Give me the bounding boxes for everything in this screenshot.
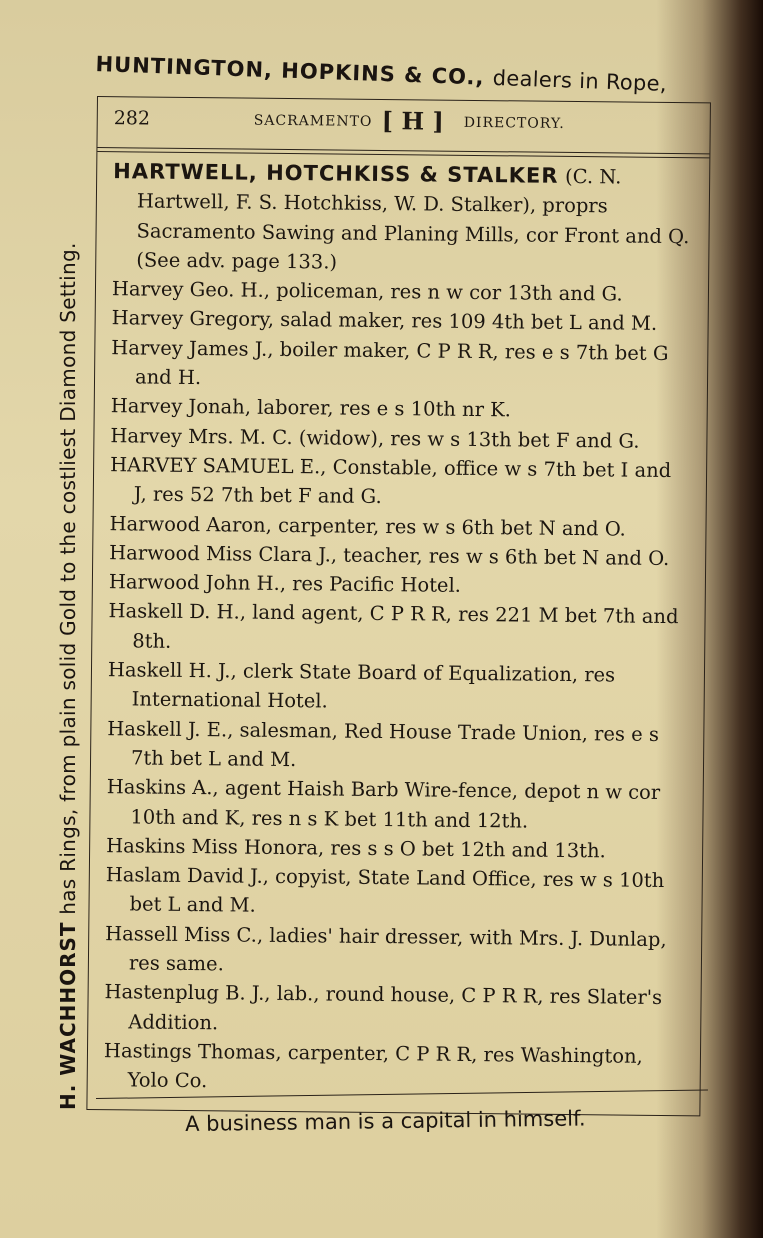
directory-entry: Harvey Geo. H., policeman, res n w cor 13th and G.	[111, 277, 623, 306]
directory-entry: Harwood Miss Clara J., teacher, res w s 6th bet N and O.	[109, 541, 670, 570]
directory-entries	[104, 157, 694, 1101]
directory-entry: Haskell J. E., salesman, Red House Trade Union, res e s 7th bet L and M.	[107, 716, 660, 772]
text-frame	[86, 96, 711, 1116]
directory-entry: Haskins Miss Honora, res s s O bet 12th and 13th.	[106, 833, 606, 863]
directory-entry: Harwood Aaron, carpenter, res w s 6th bet N and O.	[109, 511, 626, 541]
directory-entry: Haskell D. H., land agent, C P R R, res 221 M bet 7th and 8th.	[108, 599, 679, 653]
directory-entry: Harvey Gregory, salad maker, res 109 4th bet L and M.	[111, 306, 658, 336]
running-head-directory: DIRECTORY.	[463, 114, 565, 132]
directory-entry: Hastenplug B. J., lab., round house, C P R R, res Slater's Addition.	[104, 980, 663, 1034]
directory-entry: Harvey Jonah, laborer, res e s 10th nr K.	[110, 394, 512, 422]
side-advert-name: H. WACHHORST	[56, 921, 80, 1110]
footer-motto: A business man is a capital in himself.	[185, 1106, 586, 1136]
top-advert-firm: HUNTINGTON, HOPKINS & CO.,	[95, 52, 485, 90]
entry-firm-name: HARTWELL, HOTCHKISS & STALKER	[113, 159, 559, 188]
running-head-city: SACRAMENTO	[253, 112, 373, 130]
side-advert-tail: has Rings, from plain solid Gold to the costliest Diamond Setting.	[56, 242, 80, 915]
running-head-letter: [ H ]	[381, 105, 445, 136]
running-head	[114, 107, 694, 143]
directory-entry: Haskell H. J., clerk State Board of Equalization, res International Hotel.	[107, 658, 616, 713]
directory-entry: Haslam David J., copyist, State Land Office, res w s 10th bet L and M.	[105, 863, 665, 918]
side-advert-banner	[56, 80, 80, 1110]
directory-entry: Harvey Mrs. M. C. (widow), res w s 13th bet F and G.	[110, 423, 640, 453]
directory-entry: Hassell Miss C., ladies' hair dresser, with Mrs. J. Dunlap, res same.	[105, 921, 667, 976]
page-number: 282	[113, 107, 151, 130]
top-advert-tail: dealers in Rope,	[492, 65, 668, 96]
entry-text: (C. N. Hartwell, F. S. Hotchkiss, W. D. Stalker), proprs Sacramento Sawing and Planing Mills, cor Front and Q. (See adv. page 133.)	[136, 164, 690, 274]
directory-entry	[112, 157, 693, 280]
directory-entry: Harvey James J., boiler maker, C P R R, res e s 7th bet G and H.	[111, 335, 669, 390]
directory-entry: Hastings Thomas, carpenter, C P R R, res Washington, Yolo Co.	[103, 1039, 643, 1093]
directory-entry: HARVEY SAMUEL E., Constable, office w s 7th bet I and J, res 52 7th bet F and G.	[110, 453, 672, 509]
directory-entry: Harwood John H., res Pacific Hotel.	[108, 570, 462, 597]
directory-entry: Haskins A., agent Haish Barb Wire-fence, depot n w cor 10th and K, res n s K bet 11th and 12th.	[106, 775, 661, 833]
